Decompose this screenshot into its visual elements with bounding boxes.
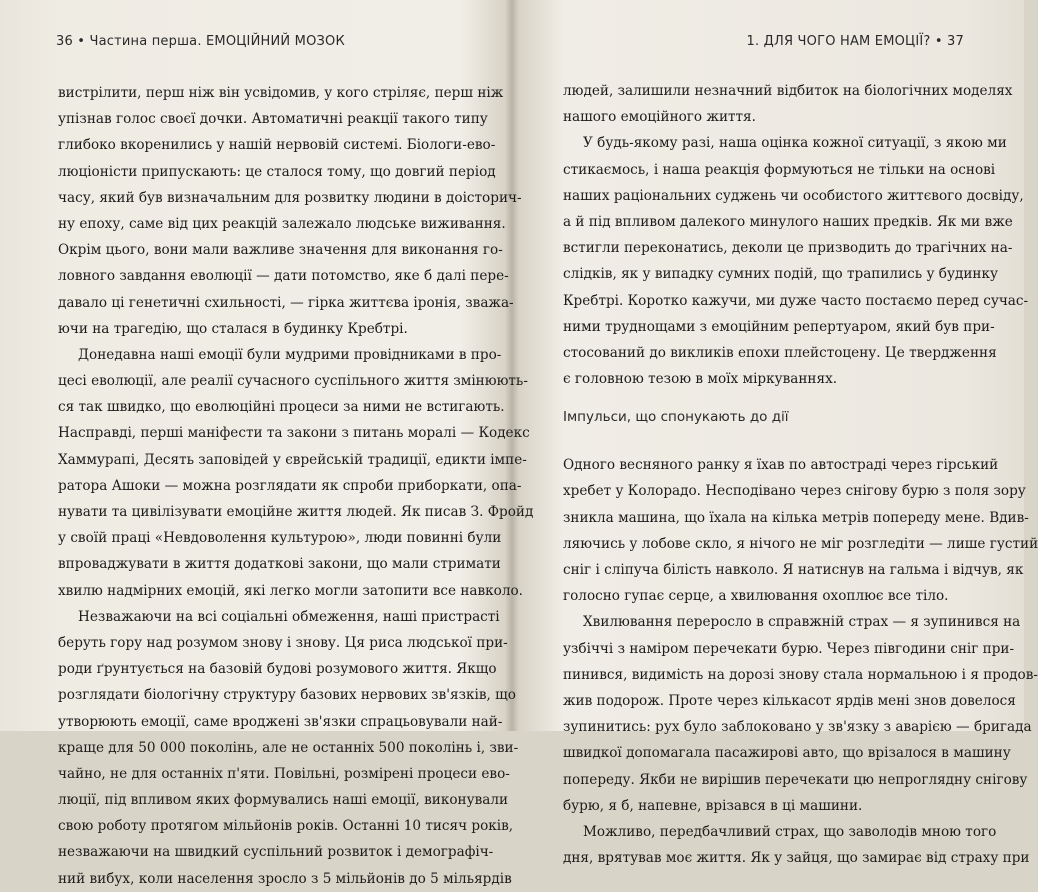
text-line: Можливо, передбачливий страх, що заволодів мною того [583,823,997,840]
text-line: ну епоху, саме від цих реакцій залежало людське виживання. [58,215,506,232]
text-line: краще для 50 000 поколінь, але не останніх 500 поколінь і, зви- [58,739,519,756]
right-page [515,0,1038,867]
text-line: свою роботу протягом мільйонів років. Останні 10 тисяч років, [58,818,514,835]
text-line: глибоко вкоренились у нашій нервовій системі. Біологи-ево- [58,137,496,154]
text-line: ся так швидко, що еволюційні процеси за ними не встигають. [58,399,505,416]
text-line: швидкої допомагала пасажирові авто, що врізалося в машину [563,745,1011,762]
text-line: ляючись у лобове скло, я нічого не міг розгледіти — лише густий [563,535,1038,552]
text-line: Хвилювання переросло в справжній страх — я зупинився на [583,614,1021,631]
text-line: часу, який був визначальним для розвитку людини в доісторич- [58,189,522,206]
text-line: Одного весняного ранку я їхав по автостраді через гірський [563,457,999,474]
section-title: Імпульси, що спонукають до дії [563,409,789,426]
text-line: ратора Ашоки — можна розглядати як спроби приборкати, опа- [58,477,522,494]
text-line: зникла машина, що їхала на кілька метрів попереду мене. Вдив- [563,509,1029,526]
text-line: бурю, я б, напевне, врізався в ці машини. [563,797,863,814]
text-line: беруть гору над розумом знову і знову. Ця риса людської при- [58,634,508,651]
text-line: зупинитись: рух було заблоковано у зв'язку з аварією — бригада [563,719,1032,736]
text-line: жив подорож. Проте через кількасот ярдів мені знов довелося [563,692,1016,709]
text-line: вистрілити, перш ніж він усвідомив, у кого стріляє, перш ніж [58,85,504,101]
text-line: попереду. Якби не вирішив перечекати цю непроглядну снігову [563,771,1028,788]
text-line: хребет у Колорадо. Несподівано через снігову бурю з поля зору [563,483,1026,500]
text-line: ловного завдання еволюції — дати потомство, яке б далі пере- [58,268,509,285]
text-line: Кребтрі. Коротко кажучи, ми дуже часто постаємо перед сучас- [563,292,1029,309]
text-line: Хаммурапі, Десять заповідей у єврейській традиції, едикти імпе- [58,451,527,468]
text-line: впроваджувати в життя додаткові закони, що мали стримати [58,556,501,573]
text-line: ний вибух, коли населення зросло з 5 мільйонів до 5 мільярдів [58,870,512,887]
text-line: стикаємось, і наша реакція формуються не тільки на основі [563,161,996,178]
text-line: чайно, не для останніх п'яти. Повільні, розмірені процеси ево- [58,765,510,782]
text-line: утворюють емоції, саме вроджені зв'язки спрацьовували най- [58,713,503,730]
text-line: Незважаючи на всі соціальні обмеження, наші пристрасті [78,608,500,625]
text-line: незважаючи на швидкий суспільний розвиток і демографіч- [58,844,494,861]
text-line: упізнав голос своєї дочки. Автоматичні реакції такого типу [58,111,488,128]
text-line: сніг і сліпуча білість навколо. Я натиснув на гальма і відчув, як [563,562,1024,578]
text-line: ними труднощами з емоційним репертуаром, який був при- [563,318,995,335]
text-block-after-section [563,452,1038,871]
text-line: а й під впливом далекого минулого наших предків. Як ми вже [563,213,1013,230]
right-page-header: 1. ДЛЯ ЧОГО НАМ ЕМОЦІЇ? • 37 [746,34,964,49]
text-line: у своїй праці «Невдоволення культурою», люди повинні були [58,530,502,547]
text-line: люції, під впливом яких формувались наші емоції, виконували [58,792,509,809]
text-line: узбіччі з наміром перечекати бурю. Через півгодини сніг при- [563,640,1015,657]
text-line: розглядати біологічну структуру базових нервових зв'язків, що [58,687,516,704]
text-block-before-section [563,78,1029,392]
text-line: встигли переконатись, деколи це призводить до трагічних на- [563,240,1013,257]
text-line: У будь-якому разі, наша оцінка кожної ситуації, з якою ми [583,135,1007,152]
text-line: ючи на трагедію, що сталася в будинку Кребтрі. [58,320,408,337]
text-line: дня, врятував моє життя. Як у зайця, що замирає від страху при [563,850,1030,867]
text-line: роди ґрунтується на базовій будові розумового життя. Якщо [58,661,497,678]
left-page-header: 36 • Частина перша. ЕМОЦІЙНИЙ МОЗОК [56,34,345,49]
text-line: Насправді, перші маніфести та закони з питань моралі — Кодекс [58,425,530,442]
text-line: цесі еволюції, але реалії сучасного суспільного життя змінюють- [58,373,528,390]
text-line: людей, залишили незначний відбиток на біологічних моделях [563,83,1013,99]
text-line: Окрім цього, вони мали важливе значення для виконання го- [58,242,503,259]
right-page-body [563,78,1038,871]
text-line: нувати та цивілізувати емоційне життя людей. Як писав З. Фройд [58,504,534,520]
text-line: пинився, видимість на дорозі знову стала нормальною і я продов- [563,666,1038,683]
left-page-body [58,80,534,892]
text-line: стосований до викликів епохи плейстоцену. Це твердження [563,344,997,361]
text-line: наших раціональних суджень чи особистого життєвого досвіду, [563,187,1024,204]
text-line: люціоністи припускають: це сталося тому, що довгий період [58,163,496,180]
text-line: є головною тезою в моїх міркуваннях. [563,371,838,388]
text-line: нашого емоційного життя. [563,109,756,126]
text-line: слідків, як у випадку сумних подій, що трапились у будинку [563,266,998,283]
text-line: голосно гупає серце, а хвилювання охоплює все тіло. [563,588,949,605]
text-line: давало ці генетичні схильності, — гірка життєва іронія, зважа- [58,294,514,311]
text-line: Донедавна наші емоції були мудрими провідниками в про- [78,346,502,363]
text-line: хвилю надмірних емоцій, які легко могли затопити все навколо. [58,582,523,599]
